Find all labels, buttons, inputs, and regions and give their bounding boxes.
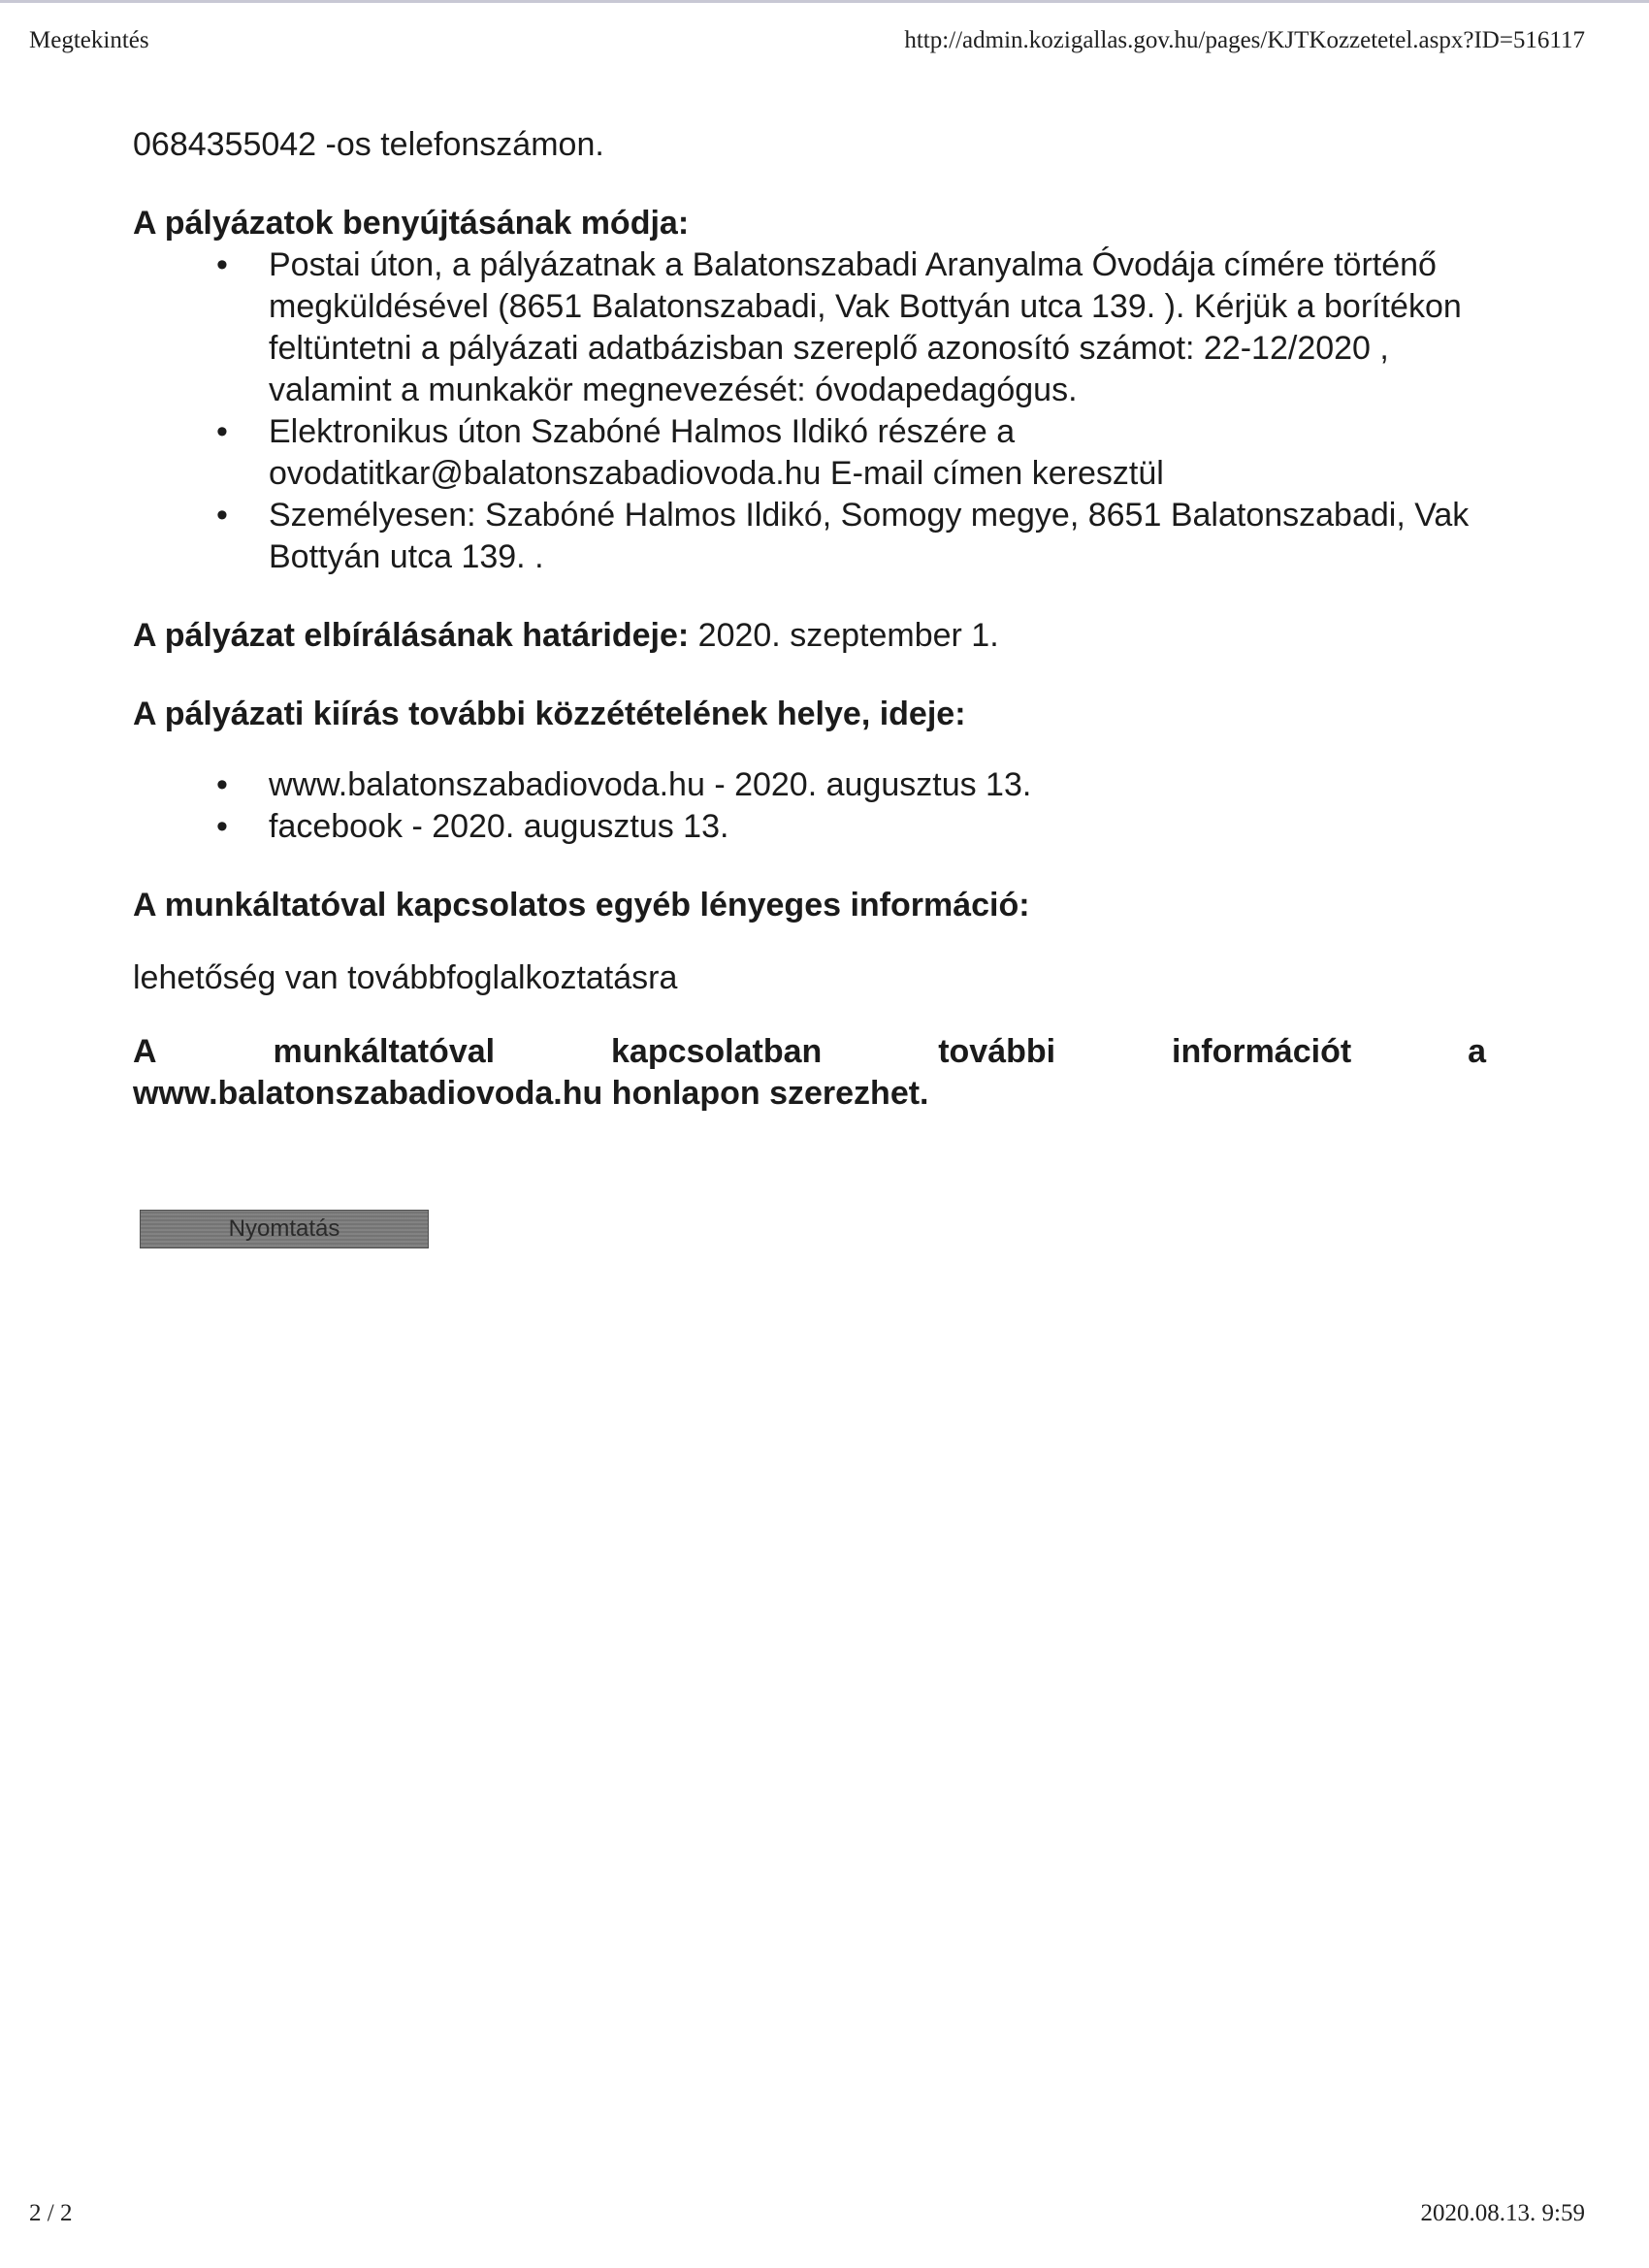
list-item: • Postai úton, a pályázatnak a Balatonszabadi Aranyalma Óvodája címére történő megküldésével (8651 Balatonszabadi, Vak Bottyán utca 139. ). Kérjük a borítékon feltüntetni a pályázati adatbázisban szereplő azonosító számot: 22-12/2020 , valamint a munkakör megnevezését: óvodapedagógus.	[269, 244, 1486, 411]
print-button[interactable]: Nyomtatás	[140, 1210, 429, 1248]
print-header	[29, 27, 1585, 54]
deadline-value: 2020. szeptember 1.	[697, 617, 999, 654]
more-info-word: további	[938, 1033, 1056, 1070]
phone-line: 0684355042 -os telefonszámon.	[133, 126, 604, 163]
more-info-line-2: www.balatonszabadiovoda.hu honlapon szerezhet.	[133, 1075, 929, 1112]
employer-info-heading: A munkáltatóval kapcsolatos egyéb lényeges információ:	[133, 887, 1030, 923]
list-item: • Elektronikus úton Szabóné Halmos Ildikó részére a ovodatitkar@balatonszabadiovoda.hu E-mail címen keresztül	[269, 411, 1486, 495]
deadline-label: A pályázat elbírálásának határideje:	[133, 617, 690, 654]
submission-heading: A pályázatok benyújtásának módja:	[133, 205, 690, 242]
employer-info-text: lehetőség van továbbfoglalkoztatásra	[133, 959, 678, 996]
more-info-word: A	[133, 1033, 157, 1070]
more-info-line-1	[133, 1031, 1486, 1073]
deadline-line	[133, 615, 1486, 657]
more-info-word: kapcsolatban	[611, 1033, 823, 1070]
announcement-content	[133, 124, 1486, 1115]
publication-list	[133, 764, 1486, 848]
print-timestamp: 2020.08.13. 9:59	[1420, 2200, 1585, 2226]
submission-list	[133, 244, 1486, 578]
list-item: • Személyesen: Szabóné Halmos Ildikó, Somogy megye, 8651 Balatonszabadi, Vak Bottyán utca 139. .	[269, 495, 1486, 578]
more-info-word: munkáltatóval	[273, 1033, 496, 1070]
page-title: Megtekintés	[29, 27, 149, 53]
print-footer	[29, 2200, 1585, 2227]
more-info-word: a	[1468, 1033, 1486, 1070]
more-info-paragraph	[133, 1031, 1486, 1115]
scan-edge-line	[0, 0, 1649, 3]
list-item: • www.balatonszabadiovoda.hu - 2020. augusztus 13.	[269, 764, 1486, 806]
page-number: 2 / 2	[29, 2200, 73, 2226]
more-info-word: információt	[1172, 1033, 1352, 1070]
page-url: http://admin.kozigallas.gov.hu/pages/KJTKozzetetel.aspx?ID=516117	[904, 27, 1585, 53]
list-item: • facebook - 2020. augusztus 13.	[269, 806, 1486, 848]
publication-heading: A pályázati kiírás további közzétételének helye, ideje:	[133, 696, 966, 732]
